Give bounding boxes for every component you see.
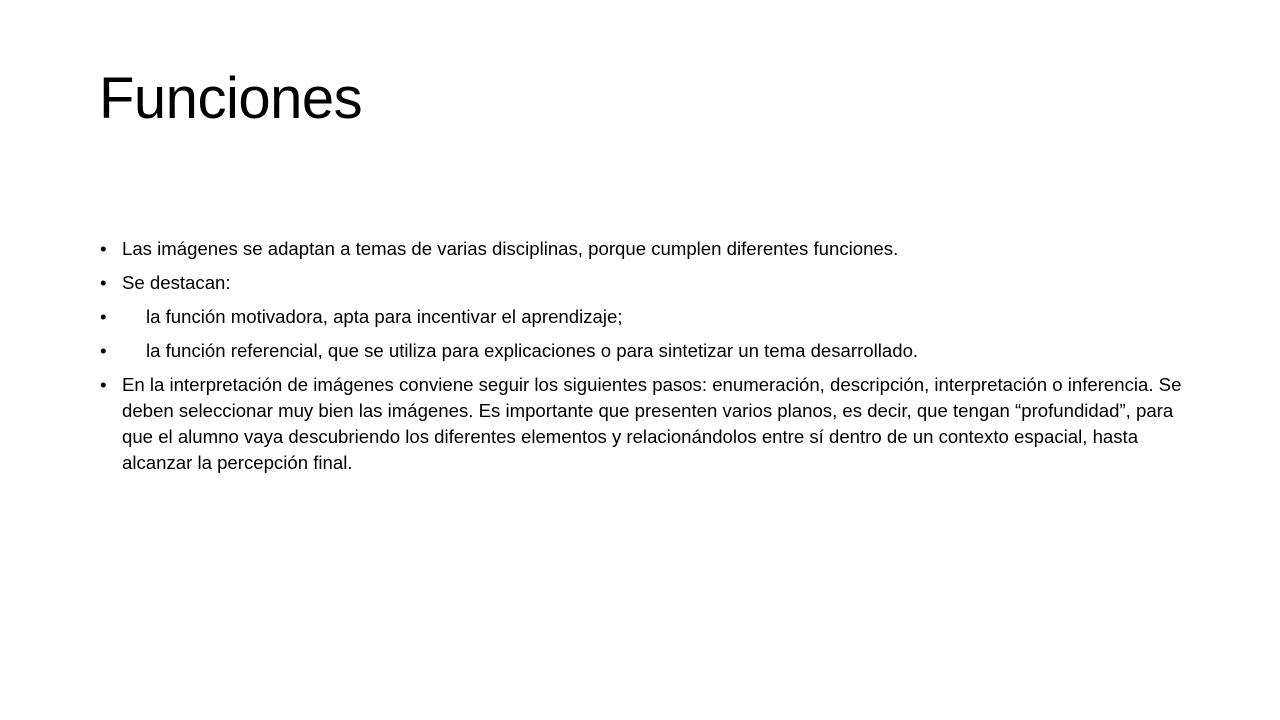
list-item: [100, 372, 1190, 476]
list-item-text: Se destacan:: [122, 272, 231, 293]
list-item: [100, 338, 1190, 364]
bullet-icon: •: [100, 272, 107, 293]
list-item-text: la función referencial, que se utiliza para explicaciones o para sintetizar un tema desarrollado.: [146, 340, 919, 361]
list-item-text: la función motivadora, apta para incentivar el aprendizaje;: [146, 306, 623, 327]
bullet-icon: •: [100, 306, 107, 327]
list-item: [100, 270, 1190, 296]
list-item-text: Las imágenes se adaptan a temas de varias disciplinas, porque cumplen diferentes funciones.: [122, 238, 899, 259]
list-item: [100, 304, 1190, 330]
bullet-icon: •: [100, 238, 107, 259]
list-item: [100, 236, 1190, 262]
bullet-icon: •: [100, 374, 107, 395]
slide-title: Funciones: [99, 66, 363, 131]
bullet-list: [100, 236, 1190, 476]
list-item-text: En la interpretación de imágenes conviene seguir los siguientes pasos: enumeración, descripción, interpretación o inferencia. Se deben seleccionar muy bien las imágenes. Es importante que presenten varios planos, es decir, que tengan “profundidad”, para que el alumno vaya descubriendo los diferentes elementos y relacionándolos entre sí dentro de un contexto espacial, hasta alcanzar la percepción final.: [122, 374, 1182, 473]
bullet-icon: •: [100, 340, 107, 361]
